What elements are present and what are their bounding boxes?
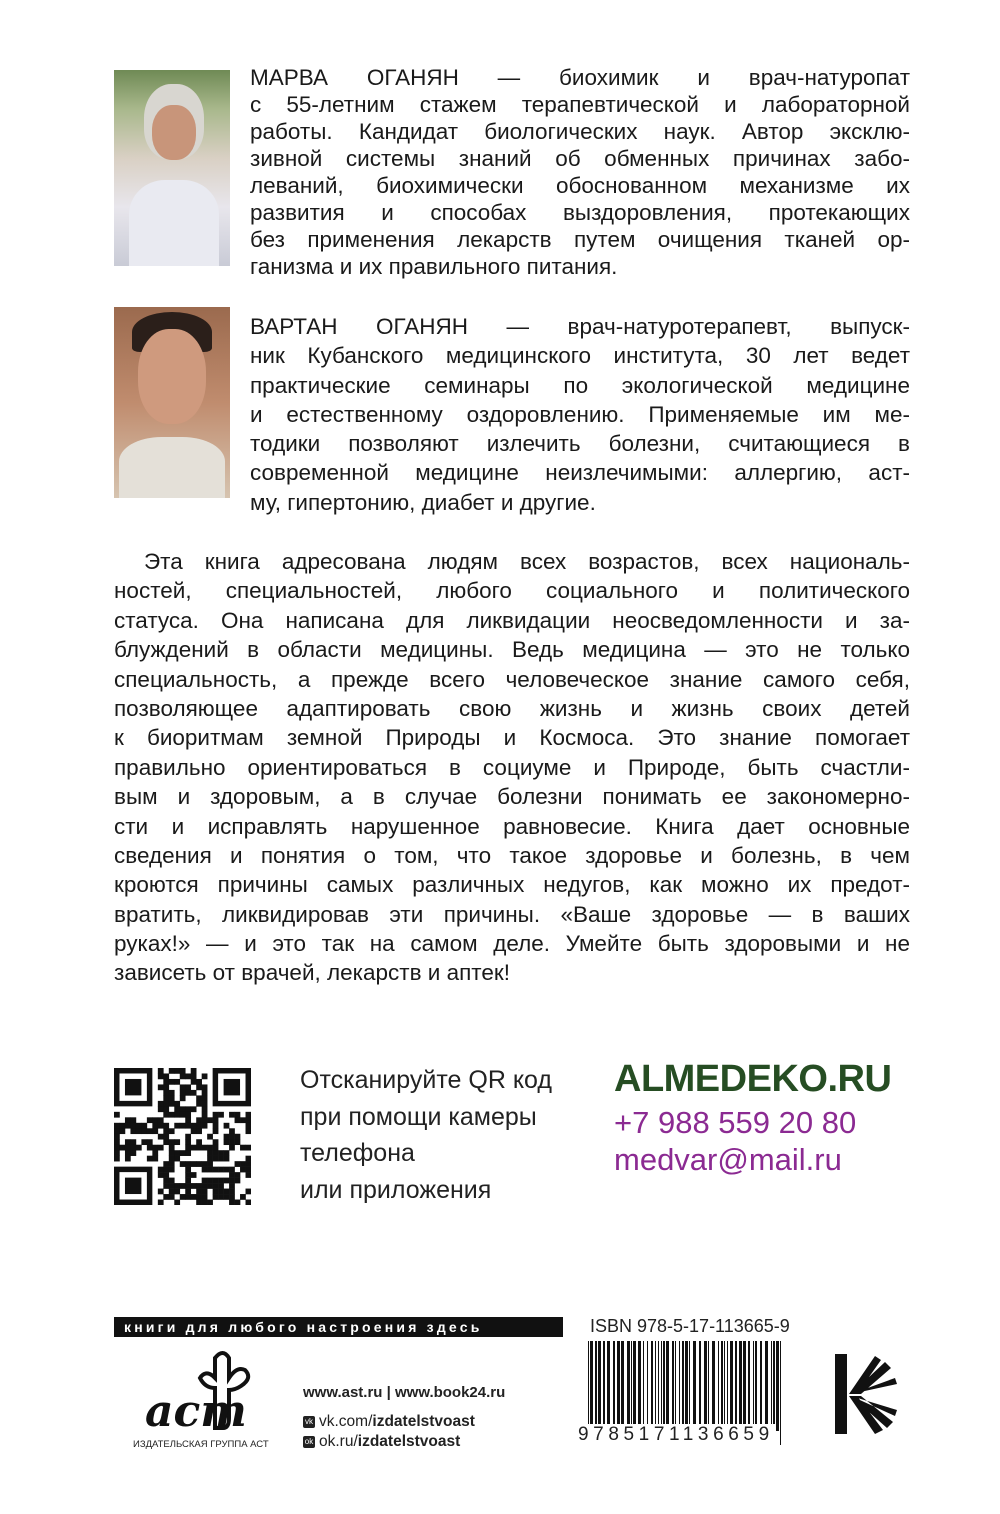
- text-line: МАРВА ОГАНЯН — биохимик и врач-натуропат: [250, 65, 910, 90]
- text-line: без применения лекарств путем очищения тканей ор-: [250, 227, 910, 252]
- text-line: с 55-летним стажем терапевтической и лабораторной: [250, 92, 910, 117]
- qr-line: при помощи камеры: [300, 1102, 537, 1131]
- text-line: зивной системы знаний об обменных причинах забо-: [250, 146, 910, 171]
- barcode-bar: [631, 1341, 632, 1431]
- barcode-bar: [765, 1341, 768, 1431]
- qr-code[interactable]: [114, 1068, 251, 1205]
- barcode-bar: [721, 1341, 723, 1431]
- barcode-bar: [647, 1341, 648, 1431]
- ok-prefix: ok.ru/: [319, 1433, 358, 1450]
- vk-prefix: vk.com/: [319, 1413, 373, 1430]
- qr-line: телефона: [300, 1139, 415, 1168]
- website-link[interactable]: ALMEDEKO.RU: [614, 1058, 892, 1100]
- barcode-bar: [655, 1341, 656, 1431]
- text-line: правильно ориентироваться в социуме и Природе, быть счастли-: [114, 754, 910, 780]
- barcode-bar: [617, 1341, 620, 1431]
- text-line: к биоритмам земной Природы и Космоса. Это знание помогает: [114, 725, 910, 751]
- text-line: вым и здоровым, а в случае болезни понимать ее закономерно-: [114, 784, 910, 810]
- barcode-bar: [607, 1341, 610, 1431]
- barcode-bar: [603, 1341, 605, 1431]
- text-line: позволяющее адаптировать свою жизнь и жизнь своих детей: [114, 695, 910, 721]
- barcode-bar: [658, 1341, 659, 1431]
- barcode-bar: [753, 1341, 754, 1431]
- ok-link[interactable]: [303, 1433, 460, 1451]
- barcode-bar: [748, 1341, 750, 1431]
- text-line: ганизма и их правильного питания.: [250, 254, 618, 279]
- barcode-bar: [724, 1341, 725, 1431]
- text-line: кроются причины самых различных недугов, как можно их предот-: [114, 872, 910, 898]
- barcode-bar: [760, 1341, 762, 1431]
- text-line: специальность, а прежде всего человеческое знание самого себя,: [114, 666, 910, 692]
- barcode-bar: [780, 1341, 781, 1445]
- isbn-label: ISBN 978-5-17-113665-9: [590, 1316, 790, 1336]
- text-line: зависеть от врачей, лекарств и аптек!: [114, 960, 510, 986]
- text-line: тодики позволяют излечить болезни, считающиеся в: [250, 431, 910, 457]
- barcode-bar: [661, 1341, 662, 1431]
- text-line: леваний, биохимически обоснованном механизме их: [250, 173, 910, 198]
- text-line: Эта книга адресована людям всех возрастов, всех националь-: [144, 549, 910, 574]
- text-line: вратить, ликвидировав эти причины. «Ваше здоровье — в ваших: [114, 901, 910, 927]
- barcode-bar: [651, 1341, 653, 1431]
- barcode-bar: [708, 1341, 709, 1431]
- barcode-bar: [776, 1341, 779, 1431]
- barcode-bar: [735, 1341, 737, 1431]
- text-line: сведения и понятия о том, что такое здоровье и болезнь, в чем: [114, 842, 910, 868]
- text-line: развития и способах выздоровления, протекающих: [250, 200, 910, 225]
- barcode-bar: [679, 1341, 680, 1431]
- barcode-bar: [598, 1341, 601, 1431]
- author1-bio: [250, 64, 910, 280]
- barcode-bar: [621, 1341, 624, 1431]
- text-line: ностей, специальностей, любого социального и политического: [114, 578, 910, 604]
- barcode-bar: [693, 1341, 696, 1431]
- text-line: современной медицине неизлечимыми: аллергию, аст-: [250, 460, 910, 486]
- vk-handle: izdatelstvoast: [372, 1413, 475, 1430]
- k-publisher-logo: [835, 1352, 907, 1437]
- ast-logo: [145, 1348, 260, 1433]
- text-line: руках!» — и это так на самом деле. Умейте быть здоровыми и не: [114, 931, 910, 957]
- text-line: ВАРТАН ОГАНЯН — врач-натуротерапевт, выпуск-: [250, 314, 910, 339]
- barcode-bar: [666, 1341, 669, 1431]
- barcode-bar: [613, 1341, 615, 1431]
- barcode-bar: [727, 1341, 728, 1431]
- barcode-bar: [663, 1341, 665, 1431]
- author1-photo: [114, 70, 230, 266]
- ast-logo-text: аст: [145, 1386, 247, 1433]
- barcode-bar: [672, 1341, 674, 1431]
- text-line: практические семинары по экологической медицине: [250, 372, 910, 398]
- ok-icon: ok: [304, 1437, 314, 1446]
- publisher-group-name: ИЗДАТЕЛЬСКАЯ ГРУППА АСТ: [133, 1439, 269, 1450]
- book-description: [114, 547, 910, 988]
- text-line: блуждений в области медицины. Ведь медицина — это не только: [114, 637, 910, 663]
- barcode-bar: [595, 1341, 597, 1431]
- qr-instructions: [300, 1062, 552, 1209]
- phone-number[interactable]: +7 988 559 20 80: [614, 1105, 857, 1140]
- vk-icon: vk: [305, 1417, 313, 1426]
- text-line: му, гипертонию, диабет и другие.: [250, 489, 596, 515]
- barcode-bar: [755, 1341, 757, 1431]
- vk-link[interactable]: [303, 1413, 475, 1431]
- barcode-bar: [743, 1341, 746, 1431]
- barcode-bar: [627, 1341, 630, 1431]
- text-line: сти и исправлять нарушенное равновесие. Книга дает основные: [114, 813, 910, 839]
- author2-photo: [114, 307, 230, 498]
- barcode-bar: [730, 1341, 733, 1431]
- barcode-bar: [675, 1341, 676, 1431]
- barcode-bar: [712, 1341, 715, 1431]
- barcode-bar: [773, 1341, 775, 1431]
- barcode-bar: [633, 1341, 636, 1431]
- text-line: работы. Кандидат биологических наук. Автор эксклю-: [250, 119, 910, 144]
- barcode-bar: [699, 1341, 701, 1431]
- barcode-bar: [638, 1341, 641, 1431]
- publisher-slogan: книги для любого настроения здесь: [114, 1317, 563, 1337]
- publisher-websites[interactable]: www.ast.ru | www.book24.ru: [303, 1384, 506, 1401]
- text-line: и естественному оздоровлению. Применяемые им ме-: [250, 401, 910, 427]
- qr-line: Отсканируйте QR код: [300, 1066, 552, 1094]
- barcode-bar: [704, 1341, 707, 1431]
- barcode-bar: [643, 1341, 644, 1431]
- text-line: статуса. Она написана для ликвидации неосведомленности и за-: [114, 607, 910, 633]
- barcode-bar: [771, 1341, 772, 1431]
- qr-line: или приложения: [300, 1176, 492, 1205]
- text-line: ник Кубанского медицинского института, 30 лет ведет: [250, 343, 910, 369]
- barcode-digits: 9785171136659: [578, 1424, 774, 1445]
- barcode-bar: [718, 1341, 719, 1431]
- barcode-bar: [689, 1341, 690, 1431]
- author2-bio: [250, 312, 910, 517]
- email-link[interactable]: medvar@mail.ru: [614, 1142, 842, 1177]
- barcode-bar: [739, 1341, 742, 1431]
- ok-handle: izdatelstvoast: [357, 1433, 461, 1450]
